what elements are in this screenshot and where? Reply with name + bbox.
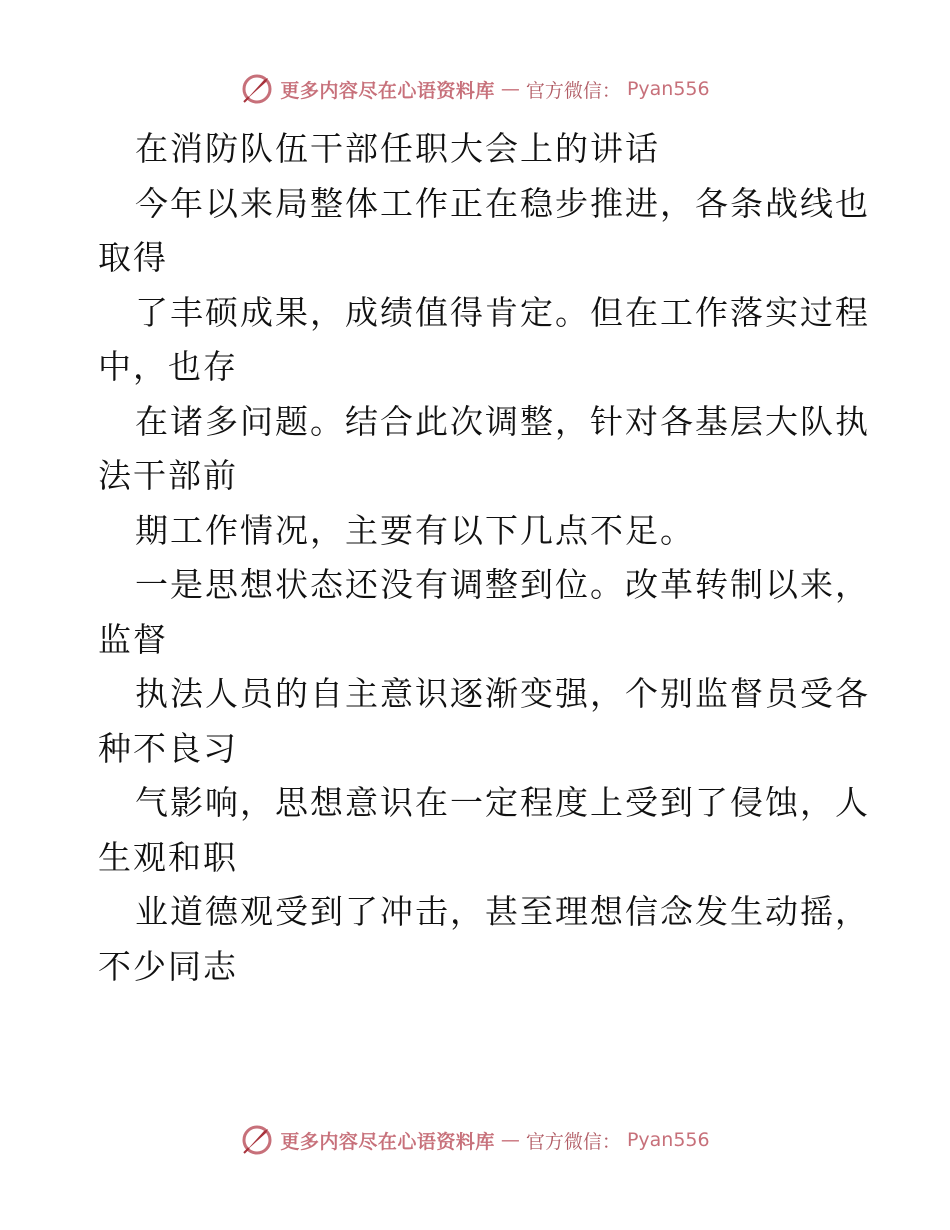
watermark-brand: 更多内容尽在心语资料库 — [280, 79, 495, 102]
doc-line: 了丰硕成果，成绩值得肯定。但在工作落实过程 — [135, 292, 870, 332]
doc-line: 一是思想状态还没有调整到位。改革转制以来， — [135, 565, 870, 604]
footer-watermark — [0, 1123, 950, 1157]
document-body — [98, 122, 870, 994]
quill-circle-icon — [240, 72, 274, 106]
doc-line: 业道德观受到了冲击，甚至理想信念发生动摇， — [135, 892, 870, 931]
doc-line: 在诸多问题。结合此次调整，针对各基层大队执 — [135, 401, 870, 441]
watermark-id: Pyan556 — [626, 1129, 710, 1151]
doc-line: 执法人员的自主意识逐渐变强，个别监督员受各 — [135, 674, 870, 713]
doc-line: 取得 — [98, 238, 168, 277]
watermark-sub: 官方微信： — [525, 1130, 621, 1153]
watermark-brand: 更多内容尽在心语资料库 — [280, 1130, 495, 1153]
header-watermark — [0, 72, 950, 106]
watermark-dash: — — [500, 1129, 520, 1151]
doc-line: 监督 — [98, 619, 168, 659]
doc-line: 中，也存 — [98, 347, 238, 386]
watermark-dash: — — [500, 78, 520, 100]
doc-line: 气影响，思想意识在一定程度上受到了侵蚀，人 — [135, 783, 870, 822]
doc-line: 今年以来局整体工作正在稳步推进，各条战线也 — [135, 183, 870, 223]
doc-line: 期工作情况，主要有以下几点不足。 — [135, 510, 695, 550]
doc-line: 不少同志 — [98, 946, 238, 986]
quill-circle-icon — [240, 1123, 274, 1157]
doc-line: 种不良习 — [98, 728, 238, 768]
doc-line: 生观和职 — [98, 837, 238, 877]
watermark-sub: 官方微信： — [525, 79, 621, 102]
doc-title: 在消防队伍干部任职大会上的讲话 — [135, 129, 660, 168]
doc-line: 法干部前 — [98, 456, 238, 495]
watermark-id: Pyan556 — [626, 78, 710, 100]
